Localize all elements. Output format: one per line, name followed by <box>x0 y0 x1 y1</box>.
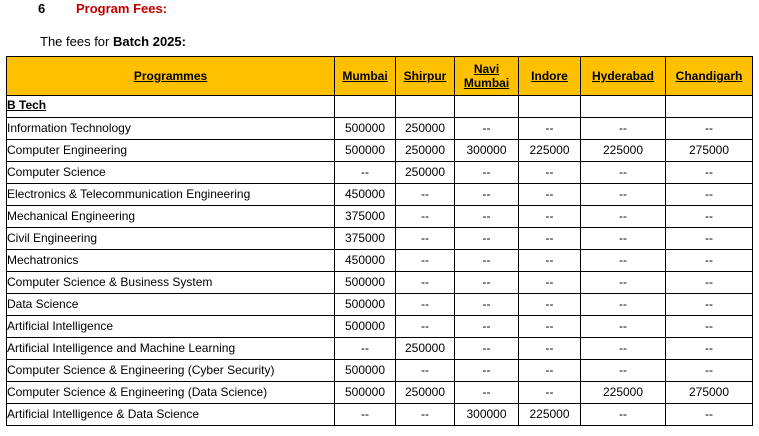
fee-mumbai: 450000 <box>335 184 396 206</box>
table-row <box>7 294 753 316</box>
fee-hyderabad: -- <box>581 316 666 338</box>
table-cell <box>396 96 455 118</box>
programme-name: Computer Science <box>7 162 335 184</box>
fee-navi-mumbai: -- <box>455 294 519 316</box>
fee-chandigarh: -- <box>666 360 753 382</box>
header-indore: Indore <box>519 57 581 96</box>
header-mumbai: Mumbai <box>335 57 396 96</box>
programme-name: Artificial Intelligence <box>7 316 335 338</box>
fee-chandigarh: -- <box>666 404 753 426</box>
table-row <box>7 382 753 404</box>
programme-name: Computer Engineering <box>7 140 335 162</box>
fee-navi-mumbai: -- <box>455 162 519 184</box>
fee-chandigarh: -- <box>666 272 753 294</box>
fee-hyderabad: -- <box>581 360 666 382</box>
table-header-row <box>7 57 753 96</box>
table-row <box>7 228 753 250</box>
fee-mumbai: 500000 <box>335 360 396 382</box>
fee-shirpur: -- <box>396 404 455 426</box>
fee-shirpur: -- <box>396 228 455 250</box>
table-row <box>7 250 753 272</box>
programme-name: Artificial Intelligence & Data Science <box>7 404 335 426</box>
fee-indore: -- <box>519 382 581 404</box>
table-row <box>7 360 753 382</box>
fee-mumbai: 500000 <box>335 294 396 316</box>
fee-navi-mumbai: -- <box>455 250 519 272</box>
programme-name: Information Technology <box>7 118 335 140</box>
fee-shirpur: -- <box>396 272 455 294</box>
fee-shirpur: 250000 <box>396 118 455 140</box>
fee-navi-mumbai: 300000 <box>455 404 519 426</box>
fee-mumbai: 375000 <box>335 228 396 250</box>
fee-shirpur: -- <box>396 316 455 338</box>
fee-mumbai: 500000 <box>335 382 396 404</box>
fee-indore: -- <box>519 338 581 360</box>
fee-mumbai: 450000 <box>335 250 396 272</box>
fee-navi-mumbai: -- <box>455 184 519 206</box>
table-row <box>7 206 753 228</box>
fee-shirpur: -- <box>396 250 455 272</box>
fee-chandigarh: -- <box>666 228 753 250</box>
fee-chandigarh: -- <box>666 338 753 360</box>
fee-indore: -- <box>519 360 581 382</box>
table-row <box>7 118 753 140</box>
group-label: B Tech <box>7 96 335 118</box>
header-shirpur: Shirpur <box>396 57 455 96</box>
fee-mumbai: 500000 <box>335 140 396 162</box>
fee-hyderabad: -- <box>581 294 666 316</box>
table-row <box>7 140 753 162</box>
table-cell <box>519 96 581 118</box>
fee-mumbai: 375000 <box>335 206 396 228</box>
fee-mumbai: -- <box>335 338 396 360</box>
fee-shirpur: -- <box>396 184 455 206</box>
fee-navi-mumbai: -- <box>455 272 519 294</box>
fee-hyderabad: -- <box>581 272 666 294</box>
fee-hyderabad: -- <box>581 162 666 184</box>
fee-chandigarh: -- <box>666 250 753 272</box>
fees-table <box>6 56 753 426</box>
fee-navi-mumbai: 300000 <box>455 140 519 162</box>
fee-hyderabad: -- <box>581 228 666 250</box>
fee-indore: -- <box>519 184 581 206</box>
programme-name: Artificial Intelligence and Machine Learning <box>7 338 335 360</box>
fee-shirpur: -- <box>396 360 455 382</box>
fee-indore: -- <box>519 118 581 140</box>
programme-name: Electronics & Telecommunication Engineering <box>7 184 335 206</box>
header-hyderabad: Hyderabad <box>581 57 666 96</box>
fee-hyderabad: 225000 <box>581 382 666 404</box>
table-cell <box>335 96 396 118</box>
fee-shirpur: 250000 <box>396 382 455 404</box>
header-navi-mumbai: Navi Mumbai <box>455 57 519 96</box>
fee-chandigarh: -- <box>666 162 753 184</box>
fee-indore: 225000 <box>519 404 581 426</box>
fee-mumbai: 500000 <box>335 272 396 294</box>
table-cell <box>455 96 519 118</box>
table-cell <box>666 96 753 118</box>
fee-mumbai: -- <box>335 162 396 184</box>
table-row <box>7 404 753 426</box>
programme-name: Computer Science & Engineering (Data Science) <box>7 382 335 404</box>
fee-hyderabad: -- <box>581 404 666 426</box>
table-row <box>7 162 753 184</box>
programme-name: Mechatronics <box>7 250 335 272</box>
section-title: Program Fees: <box>76 1 168 16</box>
fee-hyderabad: -- <box>581 250 666 272</box>
fee-mumbai: 500000 <box>335 316 396 338</box>
fee-indore: -- <box>519 250 581 272</box>
fee-chandigarh: -- <box>666 294 753 316</box>
fee-chandigarh: -- <box>666 184 753 206</box>
fee-navi-mumbai: -- <box>455 382 519 404</box>
fee-mumbai: 500000 <box>335 118 396 140</box>
fee-shirpur: -- <box>396 206 455 228</box>
table-row <box>7 272 753 294</box>
fee-navi-mumbai: -- <box>455 338 519 360</box>
intro-text <box>40 34 186 50</box>
fee-chandigarh: 275000 <box>666 140 753 162</box>
fee-navi-mumbai: -- <box>455 316 519 338</box>
fee-shirpur: 250000 <box>396 140 455 162</box>
programme-name: Computer Science & Business System <box>7 272 335 294</box>
section-number: 6 <box>38 1 46 16</box>
fee-hyderabad: -- <box>581 338 666 360</box>
fee-chandigarh: -- <box>666 316 753 338</box>
fee-navi-mumbai: -- <box>455 360 519 382</box>
group-row <box>7 96 753 118</box>
fee-hyderabad: -- <box>581 206 666 228</box>
fee-indore: -- <box>519 316 581 338</box>
programme-name: Civil Engineering <box>7 228 335 250</box>
fee-navi-mumbai: -- <box>455 228 519 250</box>
programme-name: Computer Science & Engineering (Cyber Security) <box>7 360 335 382</box>
fee-shirpur: 250000 <box>396 338 455 360</box>
fee-chandigarh: 275000 <box>666 382 753 404</box>
table-row <box>7 338 753 360</box>
programme-name: Data Science <box>7 294 335 316</box>
intro-prefix: The fees for <box>40 34 113 49</box>
table-cell <box>581 96 666 118</box>
table-row <box>7 316 753 338</box>
fee-hyderabad: 225000 <box>581 140 666 162</box>
fee-shirpur: 250000 <box>396 162 455 184</box>
header-programmes: Programmes <box>7 57 335 96</box>
fee-indore: 225000 <box>519 140 581 162</box>
section-heading <box>38 1 167 17</box>
fee-indore: -- <box>519 162 581 184</box>
fee-indore: -- <box>519 206 581 228</box>
intro-batch: Batch 2025: <box>112 34 186 49</box>
fee-indore: -- <box>519 294 581 316</box>
fee-indore: -- <box>519 272 581 294</box>
fee-chandigarh: -- <box>666 118 753 140</box>
programme-name: Mechanical Engineering <box>7 206 335 228</box>
fee-navi-mumbai: -- <box>455 206 519 228</box>
fee-hyderabad: -- <box>581 184 666 206</box>
fee-chandigarh: -- <box>666 206 753 228</box>
table-row <box>7 184 753 206</box>
header-chandigarh: Chandigarh <box>666 57 753 96</box>
fee-hyderabad: -- <box>581 118 666 140</box>
fee-indore: -- <box>519 228 581 250</box>
fee-navi-mumbai: -- <box>455 118 519 140</box>
fee-shirpur: -- <box>396 294 455 316</box>
fee-mumbai: -- <box>335 404 396 426</box>
